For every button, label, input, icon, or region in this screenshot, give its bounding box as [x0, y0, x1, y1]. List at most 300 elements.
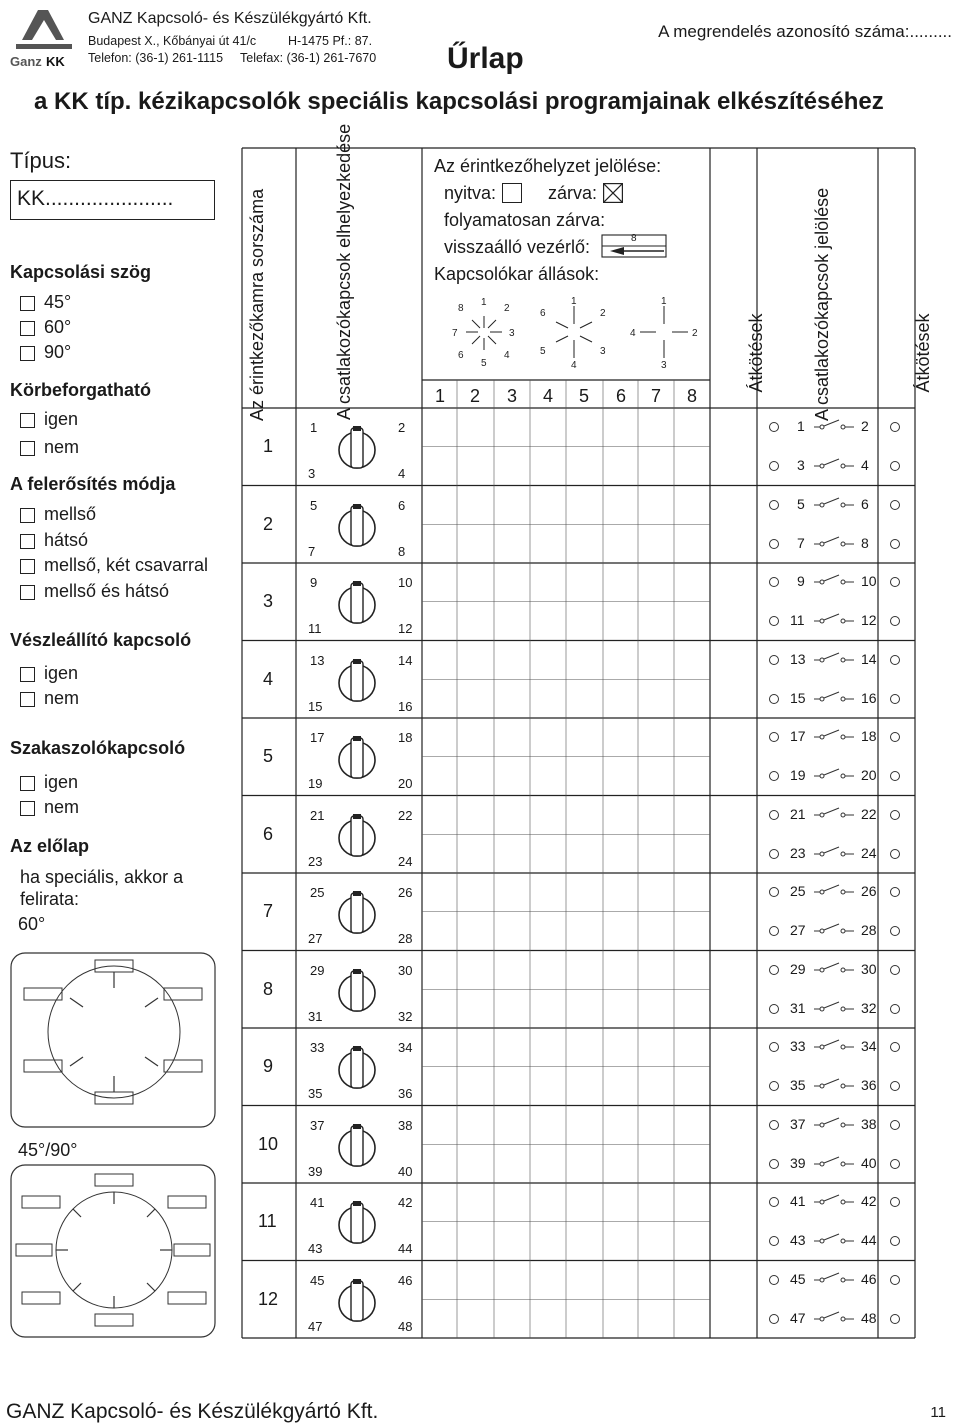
- terminal-switch-symbol[interactable]: [764, 456, 906, 476]
- terminal-label: 37: [790, 1115, 806, 1132]
- terminal-switch-symbol[interactable]: [764, 1037, 906, 1057]
- contact-state-cell[interactable]: [674, 1106, 710, 1145]
- contact-state-cell[interactable]: [638, 524, 674, 563]
- contact-state-cell[interactable]: [457, 796, 494, 835]
- contact-state-cell[interactable]: [494, 989, 530, 1028]
- position-column-number: 4: [543, 386, 554, 406]
- contact-state-cell[interactable]: [530, 447, 566, 486]
- contact-state-cell[interactable]: [603, 1299, 638, 1338]
- terminal-label: 8: [861, 534, 869, 551]
- contact-state-cell[interactable]: [457, 679, 494, 718]
- mount-front-label: mellső: [44, 504, 97, 524]
- front-plate-note: ha speciális, akkor a felirata:: [20, 867, 184, 909]
- contact-state-cell[interactable]: [603, 447, 638, 486]
- contact-state-cell[interactable]: [530, 524, 566, 563]
- contact-state-cell[interactable]: [674, 912, 710, 951]
- chamber-number: 5: [263, 746, 274, 766]
- contact-state-cell[interactable]: [638, 1106, 674, 1145]
- chamber-number: 9: [263, 1056, 274, 1076]
- contact-state-cell[interactable]: [457, 1261, 494, 1300]
- terminal-label: 32: [861, 999, 877, 1016]
- contact-state-cell[interactable]: [457, 912, 494, 951]
- contact-state-cell[interactable]: [422, 447, 457, 486]
- chamber-number: 8: [263, 978, 274, 999]
- contact-state-cell[interactable]: [603, 989, 638, 1028]
- contact-state-cell[interactable]: [422, 408, 457, 447]
- contact-state-cell[interactable]: [422, 524, 457, 563]
- terminal-switch-symbol[interactable]: [764, 1076, 906, 1096]
- contact-state-cell[interactable]: [530, 679, 566, 718]
- contact-state-cell[interactable]: [457, 486, 494, 525]
- terminal-switch-symbol[interactable]: [764, 960, 906, 980]
- contact-state-cell[interactable]: [603, 563, 638, 602]
- contact-state-cell[interactable]: [530, 1183, 566, 1222]
- contact-state-cell[interactable]: [530, 1299, 566, 1338]
- contact-state-cell[interactable]: [603, 912, 638, 951]
- contact-state-cell[interactable]: [422, 912, 457, 951]
- terminal-switch-symbol[interactable]: [764, 1309, 906, 1329]
- terminal-number: 26: [398, 885, 413, 900]
- contact-state-cell[interactable]: [422, 486, 457, 525]
- contact-state-cell[interactable]: [566, 873, 603, 912]
- contact-state-cell[interactable]: [638, 951, 674, 990]
- terminal-label: 26: [861, 883, 877, 899]
- positions-title: Kapcsolókar állások:: [434, 264, 600, 284]
- contact-state-cell[interactable]: [566, 602, 603, 641]
- terminal-label: 9: [797, 573, 805, 589]
- contact-state-cell[interactable]: [457, 447, 494, 486]
- terminal-knob-icon: [334, 502, 380, 550]
- contact-state-cell[interactable]: [674, 641, 710, 680]
- position-column-number: 8: [687, 386, 698, 406]
- contact-state-cell[interactable]: [674, 1222, 710, 1261]
- contact-state-cell[interactable]: [603, 873, 638, 912]
- contact-state-cell[interactable]: [494, 1183, 530, 1222]
- contact-state-cell[interactable]: [566, 486, 603, 525]
- order-id-label: A megrendelés azonosító száma:.........: [658, 22, 952, 41]
- terminal-label: 28: [861, 922, 877, 938]
- legend-return-number: 8: [631, 233, 637, 244]
- contact-state-cell[interactable]: [603, 1222, 638, 1261]
- contact-state-cell[interactable]: [422, 1028, 457, 1067]
- contact-state-cell[interactable]: [674, 834, 710, 873]
- contact-state-cell[interactable]: [494, 641, 530, 680]
- contact-state-cell[interactable]: [457, 834, 494, 873]
- contact-state-cell[interactable]: [494, 757, 530, 796]
- contact-state-cell[interactable]: [603, 408, 638, 447]
- contact-state-cell[interactable]: [530, 989, 566, 1028]
- contact-state-cell[interactable]: [530, 873, 566, 912]
- contact-state-cell[interactable]: [457, 1299, 494, 1338]
- contact-state-cell[interactable]: [603, 679, 638, 718]
- contact-state-cell[interactable]: [566, 757, 603, 796]
- contact-state-cell[interactable]: [638, 873, 674, 912]
- contact-state-cell[interactable]: [638, 796, 674, 835]
- contact-state-cell[interactable]: [674, 679, 710, 718]
- terminal-number: 25: [310, 885, 325, 900]
- contact-state-cell[interactable]: [638, 718, 674, 757]
- contact-state-cell[interactable]: [457, 1067, 494, 1106]
- contact-state-cell[interactable]: [494, 1144, 530, 1183]
- contact-state-cell[interactable]: [494, 602, 530, 641]
- terminal-switch-symbol[interactable]: [764, 882, 906, 902]
- contact-state-cell[interactable]: [422, 1144, 457, 1183]
- contact-state-cell[interactable]: [494, 1067, 530, 1106]
- contact-state-cell[interactable]: [674, 1183, 710, 1222]
- contact-state-cell[interactable]: [638, 834, 674, 873]
- contact-state-cell[interactable]: [457, 408, 494, 447]
- terminal-marking-header: A csatlakozókapcsok jelölése: [812, 187, 832, 421]
- contact-state-cell[interactable]: [530, 757, 566, 796]
- terminal-switch-symbol[interactable]: [764, 1154, 906, 1174]
- contact-state-cell[interactable]: [566, 1222, 603, 1261]
- contact-state-cell[interactable]: [674, 602, 710, 641]
- contact-state-cell[interactable]: [494, 951, 530, 990]
- contact-state-cell[interactable]: [422, 796, 457, 835]
- contact-state-cell[interactable]: [638, 912, 674, 951]
- contact-state-cell[interactable]: [530, 563, 566, 602]
- terminal-switch-symbol[interactable]: [764, 572, 906, 592]
- chamber-number: 11: [258, 1211, 277, 1231]
- emergency-yes-label: igen: [44, 663, 79, 683]
- contact-state-cell[interactable]: [674, 718, 710, 757]
- contact-state-cell[interactable]: [638, 602, 674, 641]
- contact-state-cell[interactable]: [422, 1299, 457, 1338]
- contact-state-cell[interactable]: [422, 1261, 457, 1300]
- terminal-label: 40: [861, 1154, 877, 1171]
- contact-state-cell[interactable]: [638, 679, 674, 718]
- contact-state-cell[interactable]: [566, 679, 603, 718]
- terminal-label: 16: [861, 689, 877, 706]
- terminal-switch-symbol[interactable]: [764, 805, 906, 825]
- terminal-number: 21: [310, 807, 325, 823]
- contact-state-cell[interactable]: [457, 1106, 494, 1145]
- contact-state-cell[interactable]: [530, 641, 566, 680]
- contact-state-cell[interactable]: [603, 486, 638, 525]
- contact-state-cell[interactable]: [457, 1222, 494, 1261]
- terminal-switch-symbol[interactable]: [764, 689, 906, 709]
- terminal-label: 24: [861, 844, 877, 861]
- contact-state-cell[interactable]: [494, 563, 530, 602]
- contact-state-cell[interactable]: [674, 563, 710, 602]
- contact-state-cell[interactable]: [494, 1261, 530, 1300]
- contact-state-cell[interactable]: [494, 912, 530, 951]
- contact-state-cell[interactable]: [530, 1144, 566, 1183]
- contact-state-cell[interactable]: [674, 524, 710, 563]
- contact-state-cell[interactable]: [603, 796, 638, 835]
- contact-state-cell[interactable]: [674, 989, 710, 1028]
- terminal-label: 14: [861, 650, 877, 667]
- terminal-number: 9: [310, 575, 318, 590]
- contact-state-cell[interactable]: [603, 1067, 638, 1106]
- contact-state-cell[interactable]: [530, 1261, 566, 1300]
- contact-state-cell[interactable]: [457, 524, 494, 563]
- terminal-number: 10: [398, 575, 413, 590]
- terminal-knob-icon: [334, 424, 380, 472]
- contact-state-cell[interactable]: [494, 486, 530, 525]
- terminal-switch-symbol[interactable]: [764, 611, 906, 631]
- contact-state-cell[interactable]: [530, 1106, 566, 1145]
- contact-state-cell[interactable]: [566, 1299, 603, 1338]
- terminal-switch-symbol[interactable]: [764, 1192, 906, 1212]
- contact-state-cell[interactable]: [530, 602, 566, 641]
- contact-state-cell[interactable]: [566, 796, 603, 835]
- contact-state-cell[interactable]: [674, 1067, 710, 1106]
- contact-state-cell[interactable]: [422, 1222, 457, 1261]
- terminal-number: 32: [398, 1008, 413, 1024]
- contact-state-cell[interactable]: [566, 912, 603, 951]
- contact-state-cell[interactable]: [530, 408, 566, 447]
- contact-state-cell[interactable]: [457, 757, 494, 796]
- contact-state-cell[interactable]: [494, 447, 530, 486]
- contact-state-cell[interactable]: [674, 1144, 710, 1183]
- contact-state-cell[interactable]: [530, 1222, 566, 1261]
- contact-state-cell[interactable]: [494, 834, 530, 873]
- terminal-switch-symbol[interactable]: [764, 727, 906, 747]
- contact-state-cell[interactable]: [674, 447, 710, 486]
- terminal-switch-symbol[interactable]: [764, 766, 906, 786]
- contact-state-cell[interactable]: [603, 718, 638, 757]
- svg-text:Ganz: Ganz: [10, 54, 42, 68]
- contact-state-cell[interactable]: [530, 718, 566, 757]
- contact-state-cell[interactable]: [638, 1299, 674, 1338]
- contact-state-cell[interactable]: [638, 757, 674, 796]
- terminal-switch-symbol[interactable]: [764, 1115, 906, 1135]
- contact-state-cell[interactable]: [674, 757, 710, 796]
- svg-text:2: 2: [504, 303, 510, 314]
- contact-state-cell[interactable]: [530, 1028, 566, 1067]
- contact-state-cell[interactable]: [494, 524, 530, 563]
- terminal-switch-symbol[interactable]: [764, 1270, 906, 1290]
- footer-company: GANZ Kapcsoló- és Készülékgyártó Kft.: [6, 1400, 379, 1423]
- terminal-label: 12: [861, 612, 877, 628]
- contact-state-cell[interactable]: [422, 563, 457, 602]
- terminal-switch-symbol[interactable]: [764, 534, 906, 554]
- terminal-number: 7: [308, 543, 316, 559]
- contact-state-cell[interactable]: [566, 524, 603, 563]
- contact-state-cell[interactable]: [674, 1261, 710, 1300]
- contact-state-cell[interactable]: [638, 1067, 674, 1106]
- terminal-number: 12: [398, 621, 413, 636]
- terminal-label: 7: [797, 534, 805, 551]
- terminal-label: 10: [861, 573, 877, 589]
- svg-text:3: 3: [600, 346, 606, 357]
- contact-state-cell[interactable]: [566, 1183, 603, 1222]
- contact-state-cell[interactable]: [603, 757, 638, 796]
- contact-state-cell[interactable]: [638, 1261, 674, 1300]
- contact-state-cell[interactable]: [457, 1028, 494, 1067]
- contact-state-cell[interactable]: [566, 1144, 603, 1183]
- contact-state-cell[interactable]: [566, 1106, 603, 1145]
- contact-state-cell[interactable]: [603, 641, 638, 680]
- contact-state-cell[interactable]: [494, 873, 530, 912]
- terminal-knob-icon: [334, 889, 380, 937]
- contact-state-cell[interactable]: [603, 951, 638, 990]
- company-fax: Telefax: (36-1) 261-7670: [240, 51, 377, 65]
- terminal-switch-symbol[interactable]: [764, 417, 906, 437]
- contact-state-cell[interactable]: [603, 602, 638, 641]
- contact-state-cell[interactable]: [530, 796, 566, 835]
- svg-text:5: 5: [540, 346, 546, 357]
- contact-state-cell[interactable]: [566, 951, 603, 990]
- terminal-label: 38: [861, 1115, 877, 1132]
- contact-state-cell[interactable]: [422, 834, 457, 873]
- terminal-label: 21: [790, 805, 806, 822]
- contact-state-cell[interactable]: [674, 486, 710, 525]
- terminal-number: 31: [308, 1008, 323, 1024]
- terminal-label: 11: [790, 612, 805, 628]
- terminal-label: 29: [790, 960, 806, 977]
- contact-state-cell[interactable]: [530, 486, 566, 525]
- contact-state-cell[interactable]: [422, 989, 457, 1028]
- contact-state-cell[interactable]: [674, 796, 710, 835]
- position-column-number: 1: [435, 386, 446, 406]
- terminal-label: 2: [861, 418, 869, 434]
- contact-state-cell[interactable]: [422, 873, 457, 912]
- contact-state-cell[interactable]: [674, 408, 710, 447]
- terminal-switch-symbol[interactable]: [764, 844, 906, 864]
- contact-state-cell[interactable]: [638, 486, 674, 525]
- contact-state-cell[interactable]: [494, 1222, 530, 1261]
- mount-front-back-label: mellső és hátsó: [44, 581, 170, 601]
- contact-state-cell[interactable]: [603, 524, 638, 563]
- terminal-number: 8: [398, 543, 406, 559]
- emergency-heading: Vészleállító kapcsoló: [10, 630, 192, 650]
- contact-state-cell[interactable]: [566, 718, 603, 757]
- position-column-number: 7: [651, 386, 662, 406]
- contact-state-cell[interactable]: [422, 1183, 457, 1222]
- svg-text:4: 4: [630, 328, 636, 339]
- contact-state-cell[interactable]: [494, 718, 530, 757]
- contact-state-cell[interactable]: [603, 1106, 638, 1145]
- contact-state-cell[interactable]: [638, 1144, 674, 1183]
- terminal-number: 22: [398, 807, 413, 823]
- type-field[interactable]: KK......................: [10, 180, 215, 220]
- terminal-label: 13: [790, 650, 806, 667]
- terminal-number: 14: [398, 652, 413, 668]
- contact-state-cell[interactable]: [638, 1183, 674, 1222]
- terminal-switch-symbol[interactable]: [764, 1231, 906, 1251]
- isolator-no-label: nem: [44, 797, 80, 817]
- terminal-switch-symbol[interactable]: [764, 999, 906, 1019]
- terminal-label: 45: [790, 1270, 806, 1287]
- contact-state-cell[interactable]: [566, 563, 603, 602]
- svg-text:2: 2: [692, 328, 698, 339]
- contact-state-cell[interactable]: [566, 1028, 603, 1067]
- contact-state-cell[interactable]: [422, 679, 457, 718]
- contact-state-cell[interactable]: [638, 408, 674, 447]
- contact-state-cell[interactable]: [422, 1067, 457, 1106]
- terminal-label: 47: [790, 1309, 806, 1326]
- contact-state-cell[interactable]: [457, 602, 494, 641]
- contact-state-cell[interactable]: [422, 602, 457, 641]
- contact-state-cell[interactable]: [530, 1067, 566, 1106]
- contact-state-cell[interactable]: [603, 1028, 638, 1067]
- contact-state-cell[interactable]: [494, 796, 530, 835]
- front-4590-label: 45°/90°: [18, 1140, 78, 1160]
- contact-state-cell[interactable]: [422, 757, 457, 796]
- contact-state-cell[interactable]: [674, 1299, 710, 1338]
- terminal-number: 35: [308, 1086, 323, 1101]
- isolator-yes-label: igen: [44, 772, 79, 792]
- lever-positions-diagram: [440, 292, 720, 370]
- contact-state-cell[interactable]: [638, 447, 674, 486]
- terminal-number: 45: [310, 1272, 325, 1288]
- terminal-switch-symbol[interactable]: [764, 921, 906, 941]
- contact-state-cell[interactable]: [638, 641, 674, 680]
- contact-state-cell[interactable]: [457, 641, 494, 680]
- terminal-label: 17: [790, 728, 806, 744]
- contact-state-cell[interactable]: [603, 834, 638, 873]
- terminal-number: 20: [398, 776, 413, 791]
- contact-state-cell[interactable]: [457, 563, 494, 602]
- contact-state-cell[interactable]: [674, 951, 710, 990]
- terminal-knob-icon: [334, 579, 380, 627]
- contact-state-cell[interactable]: [494, 1028, 530, 1067]
- terminal-label: 43: [790, 1232, 806, 1248]
- terminal-number: 41: [310, 1195, 325, 1210]
- contact-state-cell[interactable]: [603, 1183, 638, 1222]
- contact-state-cell[interactable]: [638, 1028, 674, 1067]
- contact-state-cell[interactable]: [494, 679, 530, 718]
- chamber-number: 4: [263, 668, 274, 689]
- contact-state-cell[interactable]: [494, 408, 530, 447]
- contact-state-cell[interactable]: [566, 641, 603, 680]
- contact-state-cell[interactable]: [457, 873, 494, 912]
- terminal-label: 35: [790, 1077, 806, 1093]
- contact-state-cell[interactable]: [603, 1261, 638, 1300]
- contact-state-cell[interactable]: [422, 951, 457, 990]
- contact-state-cell[interactable]: [494, 1106, 530, 1145]
- terminal-label: 5: [797, 495, 805, 512]
- contact-state-cell[interactable]: [638, 1222, 674, 1261]
- contact-state-cell[interactable]: [566, 408, 603, 447]
- contact-state-cell[interactable]: [674, 1028, 710, 1067]
- contact-state-cell[interactable]: [457, 1144, 494, 1183]
- contact-state-cell[interactable]: [674, 873, 710, 912]
- contact-state-cell[interactable]: [530, 951, 566, 990]
- terminal-label: 19: [790, 767, 806, 783]
- contact-state-cell[interactable]: [566, 1261, 603, 1300]
- mount-back-label: hátsó: [44, 530, 89, 550]
- mount-front-two-screws-label: mellső, két csavarral: [44, 555, 209, 575]
- terminal-label: 42: [861, 1193, 877, 1209]
- contact-state-cell[interactable]: [603, 1144, 638, 1183]
- contact-state-cell[interactable]: [457, 989, 494, 1028]
- contact-state-cell[interactable]: [422, 718, 457, 757]
- contact-state-cell[interactable]: [457, 951, 494, 990]
- contact-state-cell[interactable]: [638, 989, 674, 1028]
- terminal-label: 25: [790, 883, 806, 899]
- terminal-switch-symbol[interactable]: [764, 650, 906, 670]
- contact-state-cell[interactable]: [422, 1106, 457, 1145]
- contact-state-cell[interactable]: [566, 447, 603, 486]
- contact-state-cell[interactable]: [566, 834, 603, 873]
- contact-state-cell[interactable]: [530, 912, 566, 951]
- svg-text:7: 7: [452, 328, 458, 339]
- contact-state-cell[interactable]: [566, 1067, 603, 1106]
- terminal-switch-symbol[interactable]: [764, 495, 906, 515]
- contact-state-cell[interactable]: [530, 834, 566, 873]
- contact-state-cell[interactable]: [638, 563, 674, 602]
- contact-state-cell[interactable]: [457, 718, 494, 757]
- contact-state-cell[interactable]: [422, 641, 457, 680]
- contact-state-cell[interactable]: [457, 1183, 494, 1222]
- chamber-number: 3: [263, 591, 274, 611]
- contact-state-cell[interactable]: [494, 1299, 530, 1338]
- mount-heading: A felerősítés módja: [10, 474, 176, 494]
- contact-state-cell[interactable]: [566, 989, 603, 1028]
